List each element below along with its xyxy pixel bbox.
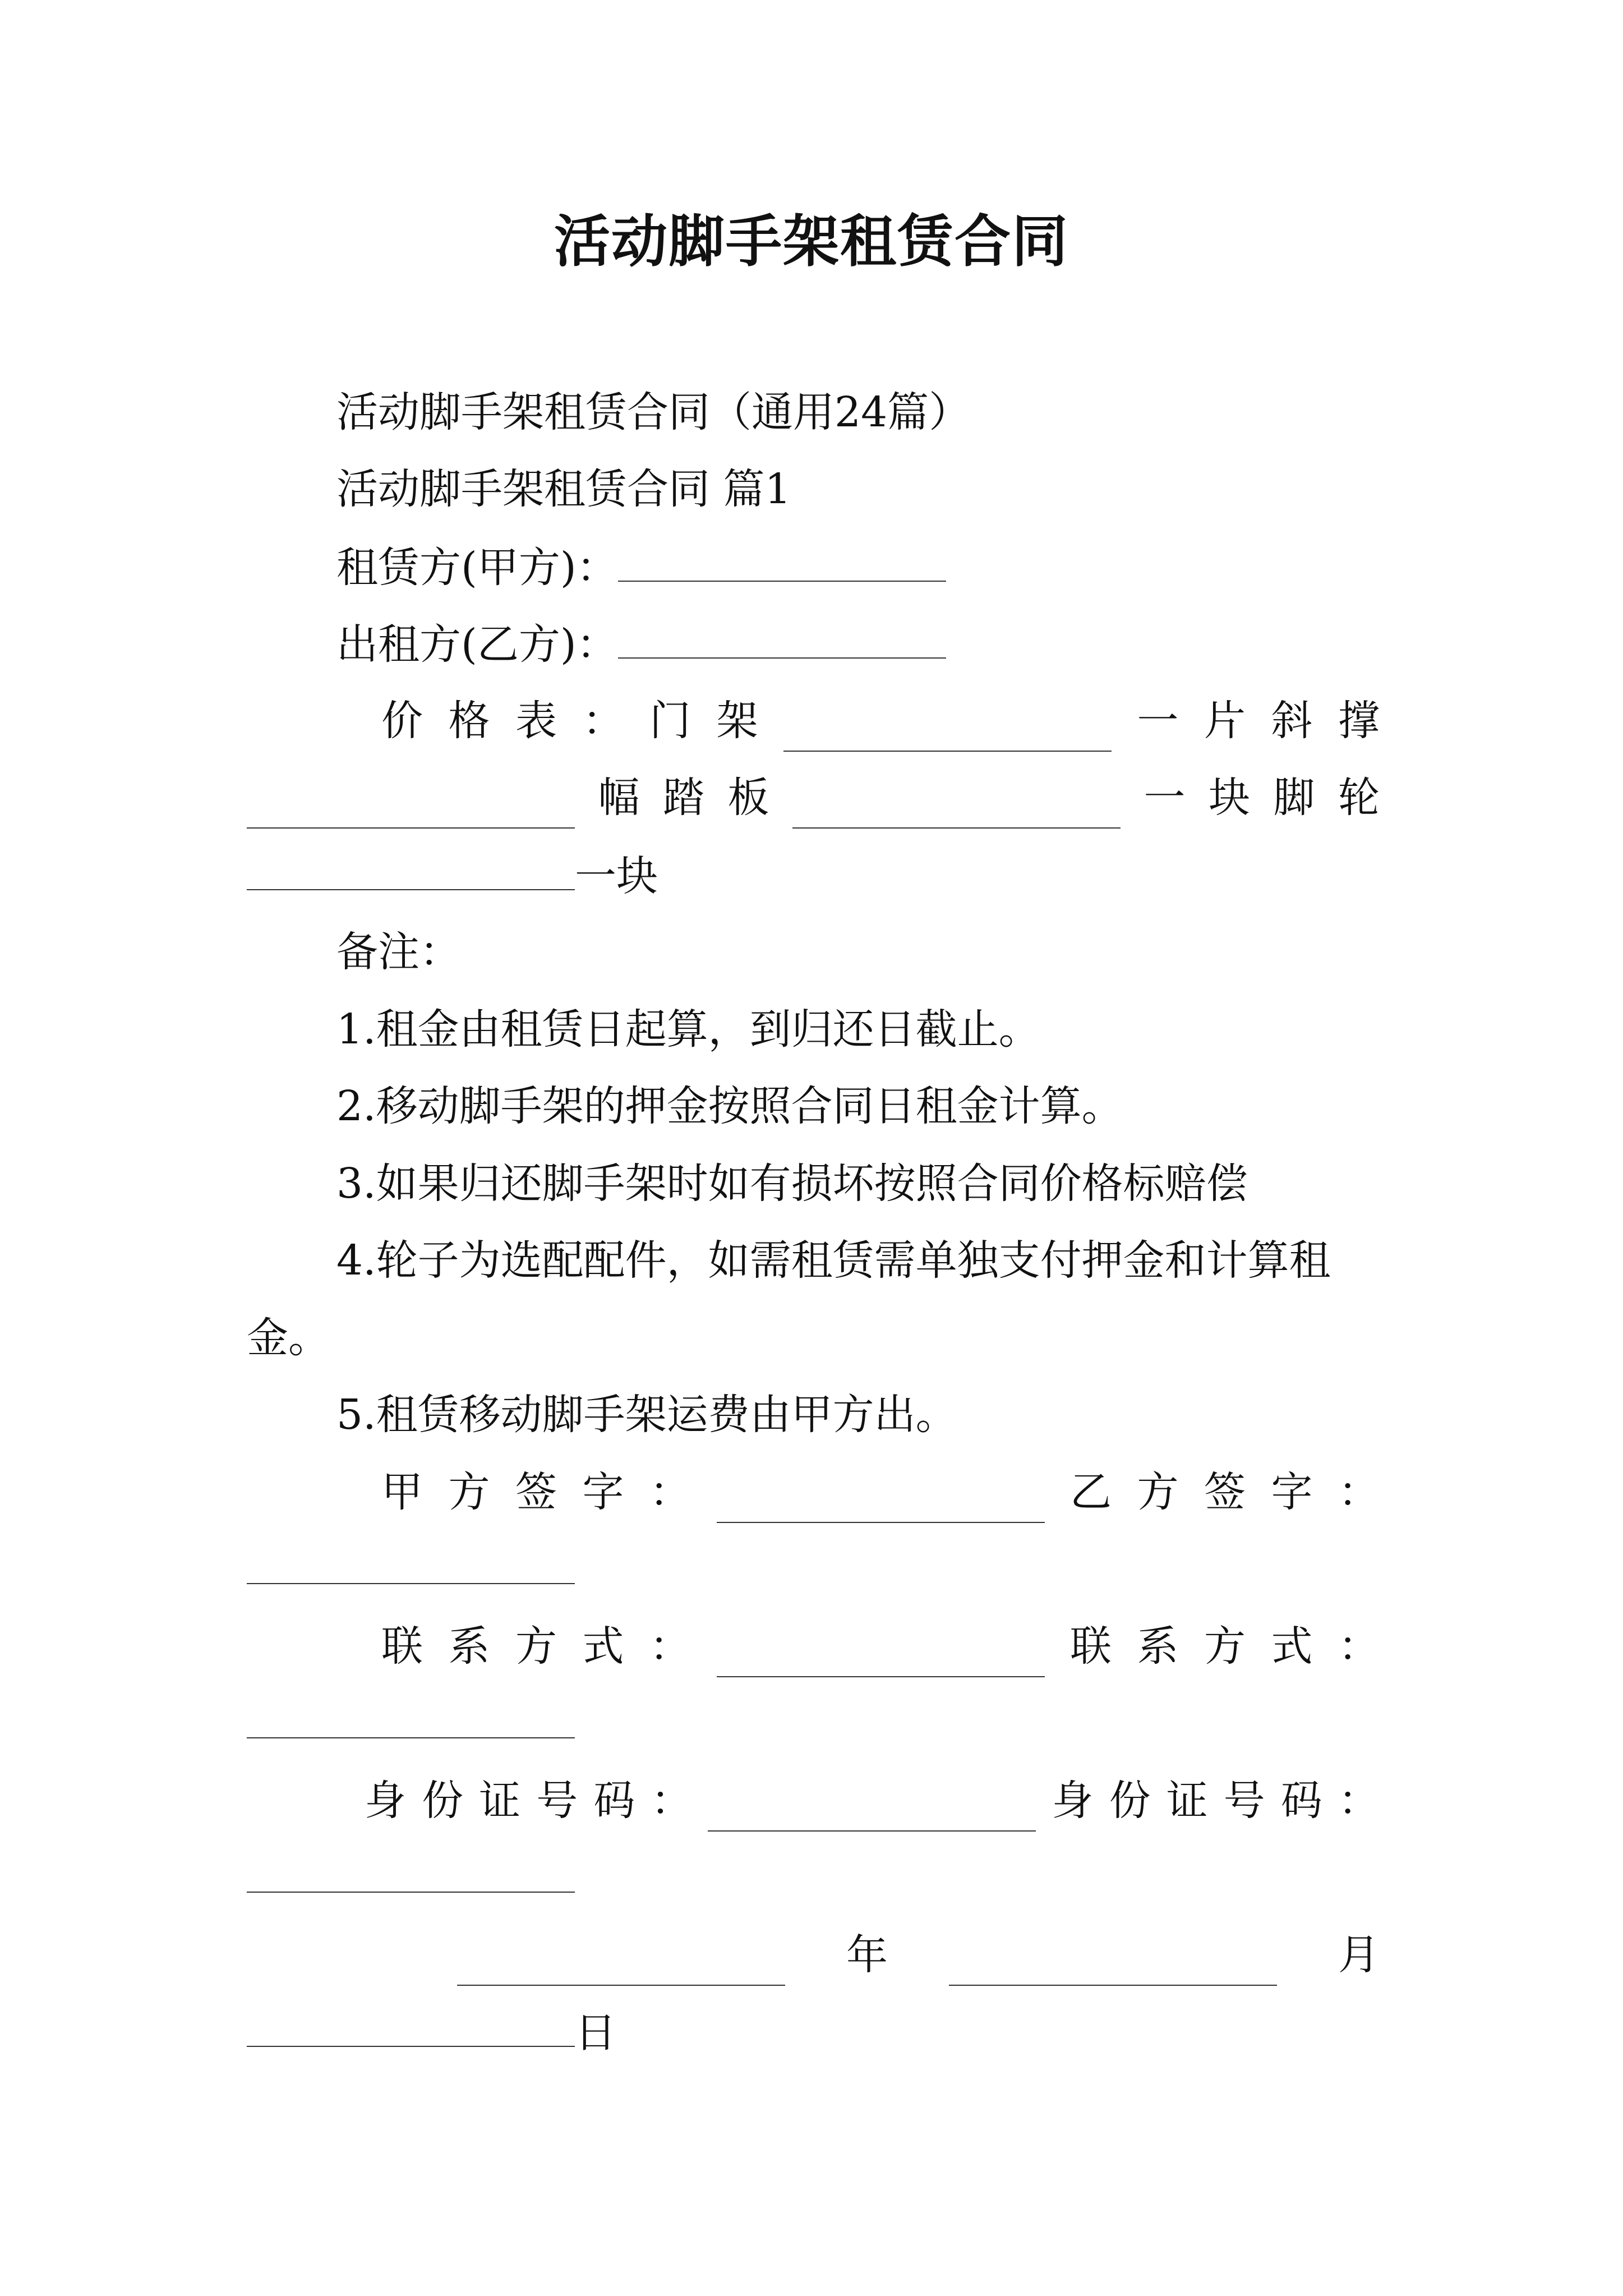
- price-item-char: 板: [727, 774, 769, 822]
- document-subtitle: 活动脚手架租赁合同（通用24篇）: [336, 388, 971, 436]
- note-item: 1.租金由租赁日起算，到归还日截止。: [336, 1005, 1040, 1053]
- id-b-char: 号: [1223, 1777, 1265, 1825]
- price-table-line-2: [247, 767, 1380, 829]
- sign-a-char: 签: [515, 1468, 557, 1516]
- party-b-contact-blank[interactable]: [247, 1692, 575, 1738]
- price-item-char: 一: [1144, 774, 1186, 822]
- note-item: 5.租赁移动脚手架运费由甲方出。: [336, 1391, 957, 1439]
- price-table-line-3: [247, 844, 658, 907]
- note-item-continuation: 金。: [247, 1314, 330, 1362]
- price-table-line-1: [381, 690, 1380, 752]
- price-item-char: 撑: [1338, 697, 1380, 745]
- sign-a-char: 字: [582, 1468, 624, 1516]
- price-item-tail: 一块: [575, 852, 658, 900]
- party-b-contact-line: [247, 1692, 575, 1755]
- price-item-char: 块: [1209, 774, 1250, 822]
- signature-line: [381, 1461, 1380, 1523]
- id-b-char: 证: [1166, 1777, 1208, 1825]
- id-b-char: 码: [1280, 1777, 1322, 1825]
- sign-b-char: 字: [1271, 1468, 1313, 1516]
- price-label-char: ：: [582, 697, 624, 745]
- price-item-char: 斜: [1271, 697, 1313, 745]
- price-item-char: 脚: [1273, 774, 1315, 822]
- id-a-char: 号: [536, 1777, 578, 1825]
- price-item-char: 一: [1137, 697, 1179, 745]
- party-b-id-line: [247, 1847, 575, 1910]
- notes-heading: 备注：: [336, 928, 461, 976]
- price-item-char: 片: [1204, 697, 1246, 745]
- contact-a-char: 系: [448, 1622, 490, 1671]
- lessor-line: [336, 613, 946, 675]
- price-item-char: 幅: [598, 774, 640, 822]
- sign-b-char: 签: [1204, 1468, 1246, 1516]
- document-title: 活动脚手架租赁合同: [554, 208, 1069, 274]
- id-a-char: ：: [651, 1777, 693, 1825]
- id-a-char: 份: [422, 1777, 464, 1825]
- year-blank[interactable]: [457, 1940, 785, 1986]
- sign-a-char: 方: [448, 1468, 490, 1516]
- month-blank[interactable]: [949, 1940, 1277, 1986]
- id-b-char: ：: [1338, 1777, 1380, 1825]
- contact-b-char: ：: [1338, 1622, 1380, 1671]
- id-a-char: 身: [365, 1777, 406, 1825]
- lessor-blank[interactable]: [618, 613, 946, 659]
- lessee-blank[interactable]: [618, 536, 946, 582]
- wheel-blank[interactable]: [247, 844, 575, 890]
- sign-b-char: 方: [1137, 1468, 1179, 1516]
- day-label: 日: [575, 2009, 616, 2057]
- party-a-id-blank[interactable]: [708, 1786, 1036, 1832]
- contact-b-char: 方: [1204, 1622, 1246, 1671]
- price-label-char: 表: [515, 697, 557, 745]
- contact-a-char: 式: [582, 1622, 624, 1671]
- party-b-signature-blank[interactable]: [247, 1538, 575, 1584]
- id-a-char: 证: [479, 1777, 521, 1825]
- contact-line: [381, 1616, 1380, 1677]
- sign-a-char: 甲: [381, 1468, 423, 1516]
- id-a-char: 码: [593, 1777, 635, 1825]
- party-a-contact-blank[interactable]: [717, 1631, 1045, 1677]
- year-label: 年: [846, 1931, 888, 1979]
- id-b-char: 身: [1052, 1777, 1094, 1825]
- id-number-line: [365, 1770, 1380, 1832]
- contact-b-char: 联: [1070, 1622, 1112, 1671]
- lessor-label: 出租方(乙方)：: [336, 620, 618, 669]
- party-a-signature-blank[interactable]: [717, 1477, 1045, 1523]
- month-label: 月: [1338, 1931, 1380, 1979]
- note-item: 3.如果归还脚手架时如有损坏按照合同价格标赔偿: [336, 1159, 1248, 1208]
- sign-b-char: ：: [1338, 1468, 1380, 1516]
- day-line: [247, 2001, 616, 2064]
- contact-a-char: 联: [381, 1622, 423, 1671]
- price-item-char: 轮: [1338, 774, 1380, 822]
- price-label-char: 门: [649, 697, 691, 745]
- brace-blank[interactable]: [247, 783, 575, 829]
- contact-b-char: 式: [1271, 1622, 1313, 1671]
- contact-a-char: 方: [515, 1622, 557, 1671]
- note-item: 4.轮子为选配配件，如需租赁需单独支付押金和计算租: [336, 1236, 1331, 1285]
- door-frame-blank[interactable]: [783, 706, 1112, 752]
- note-item: 2.移动脚手架的押金按照合同日租金计算。: [336, 1082, 1123, 1130]
- date-line: [457, 1924, 1380, 1986]
- sign-a-char: ：: [649, 1468, 691, 1516]
- price-label-char: 格: [448, 697, 490, 745]
- contact-a-char: ：: [649, 1622, 691, 1671]
- contact-b-char: 系: [1137, 1622, 1179, 1671]
- price-item-char: 踏: [663, 774, 704, 822]
- section-heading: 活动脚手架租赁合同 篇1: [336, 465, 791, 513]
- sign-b-char: 乙: [1070, 1468, 1112, 1516]
- day-blank[interactable]: [247, 2001, 575, 2047]
- lessee-line: [336, 536, 946, 599]
- party-b-signature-line: [247, 1538, 575, 1601]
- price-label-char: 价: [381, 697, 423, 745]
- price-label-char: 架: [716, 697, 758, 745]
- lessee-label: 租赁方(甲方)：: [336, 544, 618, 592]
- id-b-char: 份: [1109, 1777, 1151, 1825]
- pedal-blank[interactable]: [792, 783, 1121, 829]
- party-b-id-blank[interactable]: [247, 1847, 575, 1893]
